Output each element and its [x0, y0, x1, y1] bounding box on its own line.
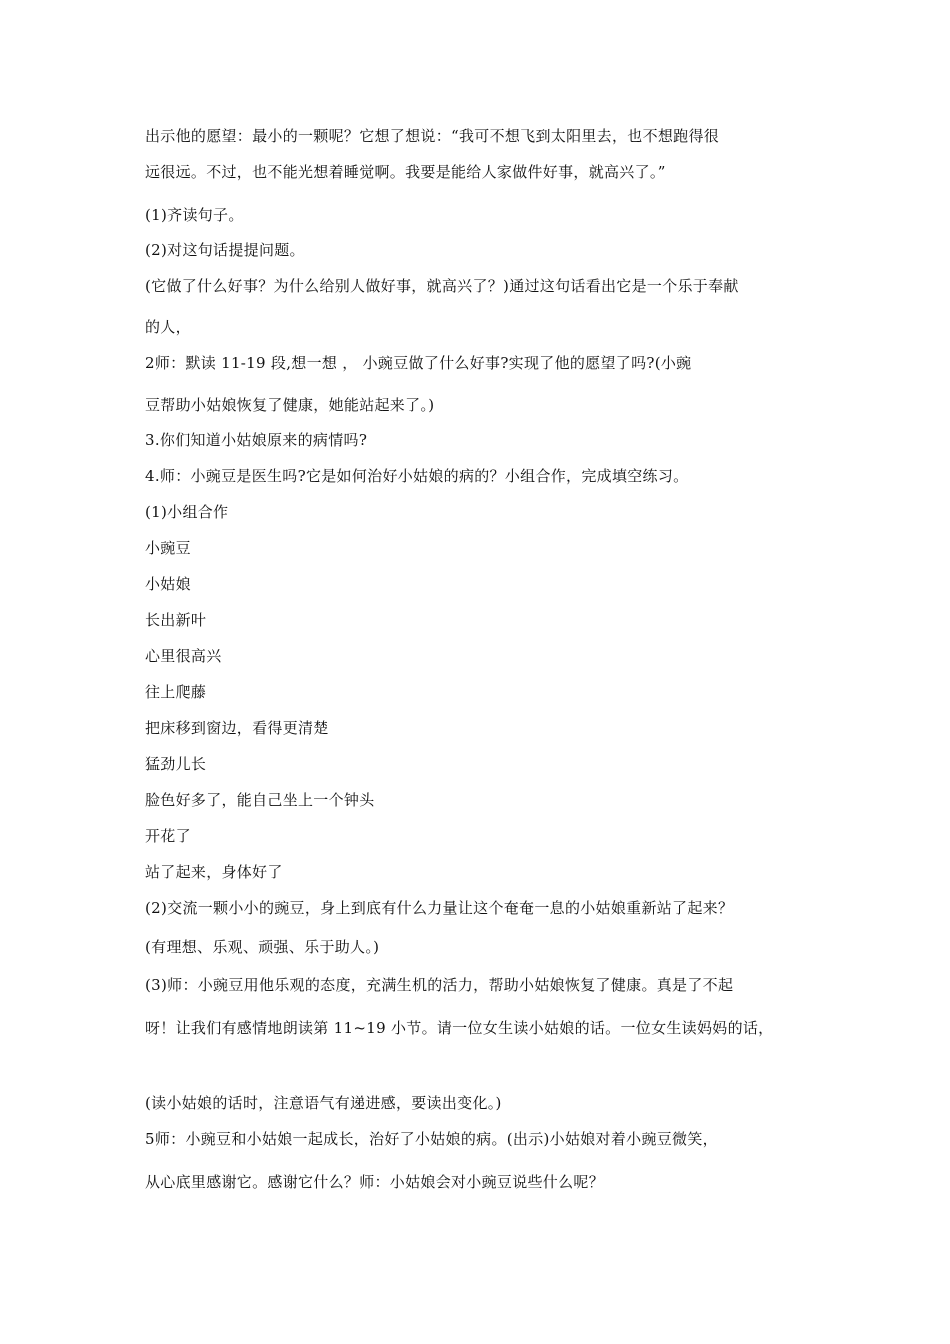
- paragraph-line: (1)小组合作: [145, 503, 229, 521]
- list-item: 小豌豆: [145, 539, 191, 557]
- list-item: 长出新叶: [145, 611, 207, 629]
- paragraph-line: 呀！让我们有感情地朗读第 11~19 小节。请一位女生读小姑娘的话。一位女生读妈妈的话，: [145, 1019, 774, 1037]
- paragraph-line: 豆帮助小姑娘恢复了健康，她能站起来了。): [145, 396, 435, 414]
- paragraph-line: 从心底里感谢它。感谢它什么？师：小姑娘会对小豌豆说些什么呢？: [145, 1173, 605, 1191]
- paragraph-line: 出示他的愿望：最小的一颗呢？它想了想说：“我可不想飞到太阳里去，也不想跑得很: [145, 127, 720, 145]
- paragraph-line: (2)对这句话提提问题。: [145, 241, 305, 259]
- paragraph-line: 远很远。不过，也不能光想着睡觉啊。我要是能给人家做件好事，就高兴了。”: [145, 163, 666, 181]
- paragraph-line: 5师：小豌豆和小姑娘一起成长，治好了小姑娘的病。(出示)小姑娘对着小豌豆微笑，: [145, 1130, 718, 1148]
- list-item: 把床移到窗边，看得更清楚: [145, 719, 329, 737]
- list-item: 心里很高兴: [145, 647, 222, 665]
- paragraph-line: 4.师：小豌豆是医生吗?它是如何治好小姑娘的病的？小组合作，完成填空练习。: [145, 467, 689, 485]
- paragraph-line: (它做了什么好事？为什么给别人做好事，就高兴了？)通过这句话看出它是一个乐于奉献: [145, 277, 739, 295]
- paragraph-line: 的人，: [145, 318, 191, 336]
- list-item: 往上爬藤: [145, 683, 207, 701]
- paragraph-line: (1)齐读句子。: [145, 206, 244, 224]
- paragraph-line: 2师：默读 11-19 段,想一想 ， 小豌豆做了什么好事?实现了他的愿望了吗?(小豌: [145, 354, 692, 372]
- paragraph-line: (有理想、乐观、顽强、乐于助人。): [145, 938, 380, 956]
- paragraph-line: 3.你们知道小姑娘原来的病情吗?: [145, 431, 368, 449]
- list-item: 站了起来，身体好了: [145, 863, 283, 881]
- list-item: 脸色好多了，能自己坐上一个钟头: [145, 791, 375, 809]
- list-item: 猛劲儿长: [145, 755, 207, 773]
- list-item: 小姑娘: [145, 575, 191, 593]
- paragraph-line: (3)师：小豌豆用他乐观的态度，充满生机的活力，帮助小姑娘恢复了健康。真是了不起: [145, 976, 734, 994]
- paragraph-line: (2)交流一颗小小的豌豆，身上到底有什么力量让这个奄奄一息的小姑娘重新站了起来？: [145, 899, 734, 917]
- paragraph-line: (读小姑娘的话时，注意语气有递进感，要读出变化。): [145, 1094, 502, 1112]
- list-item: 开花了: [145, 827, 191, 845]
